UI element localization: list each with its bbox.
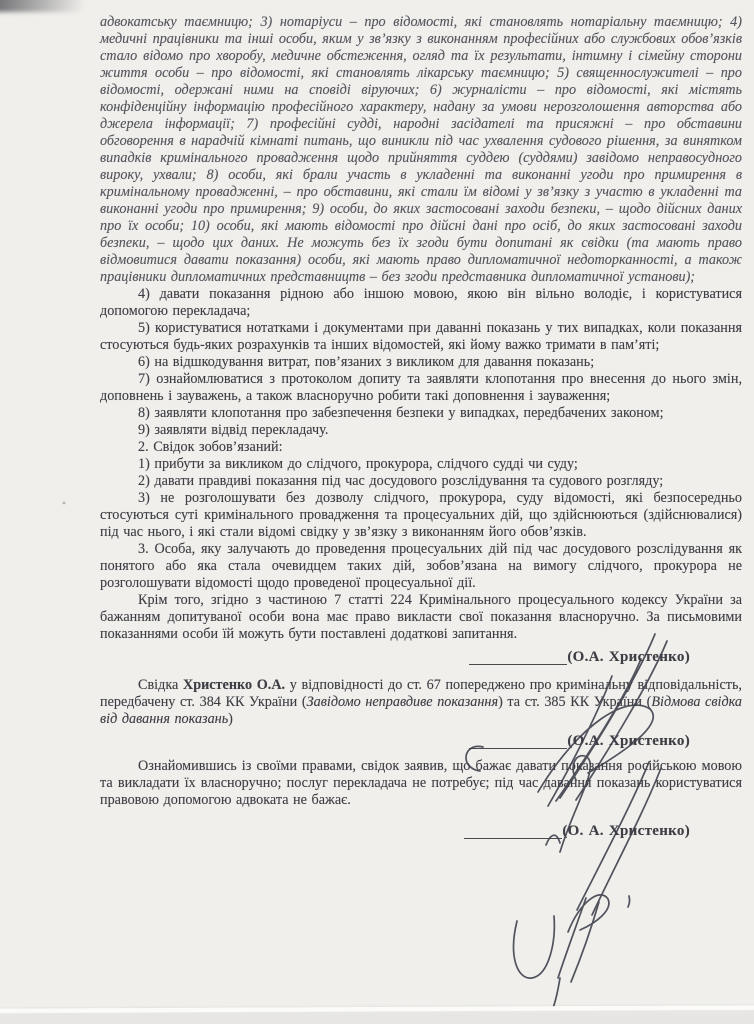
signature-name-label: (О.А. Христенко) — [567, 733, 690, 749]
document-body — [100, 14, 742, 840]
text-run: у відповідності до ст. 67 попереджено про кримінальну відповідальність, передбачену ст. 384 КК України ( — [100, 677, 742, 710]
text-run: Відмова свідка від давання показань — [100, 694, 743, 727]
paragraph: 6) на відшкодування витрат, пов’язаних з викликом для давання показань; — [138, 354, 595, 370]
signature-stroke — [514, 916, 555, 978]
signature-row-3 — [100, 820, 690, 840]
paragraph: 3) не розголошувати без дозволу слідчого, прокурора, суду відомості, які безпосередньо стосуються суті кримінального провадження та процесуальних дій, що здійснюються (здійснювалися) під час нього, і які стали відомі свідку у зв’язку з виконанням його обов’язків. — [100, 490, 742, 540]
signature-line — [464, 837, 562, 839]
signature-name-label: (О. А. Христенко) — [562, 823, 690, 839]
paragraph: 3. Особа, яку залучають до проведення процесуальних дій під час досудового розслідування як понятого або яка стала очевидцем таких дій, зобов’язана на вимогу слідчого, прокурора не розголошувати відомості щодо проведеної процесуальної дії. — [100, 541, 742, 591]
scan-corner-shadow — [0, 0, 120, 12]
text-run: ) — [228, 711, 233, 727]
paragraph: 8) заявляти клопотання про забезпечення безпеки у випадках, передбачених законом; — [138, 405, 664, 421]
witness-warning-paragraph — [100, 677, 742, 728]
signature-stroke — [568, 895, 609, 932]
text-run: ) та ст. 385 КК України ( — [498, 694, 652, 710]
paragraph: 2. Свідок зобов’язаний: — [138, 439, 283, 455]
scan-speck — [63, 502, 66, 505]
signature-row-1 — [100, 646, 690, 666]
paragraph-list — [100, 286, 742, 643]
signature-stroke — [558, 898, 586, 978]
signature-line — [469, 747, 567, 749]
signature-stroke — [553, 978, 560, 1008]
scan-page-edge — [0, 1005, 754, 1024]
signature-stroke — [571, 902, 599, 982]
paragraph: 1) прибути за викликом до слідчого, прокурора, слідчого судді чи суду; — [138, 456, 578, 472]
paragraph: 4) давати показання рідною або іншою мовою, якою він вільно володіє, і користуватися допомогою перекладача; — [100, 286, 742, 319]
paragraph: 5) користуватися нотатками і документами при даванні показань у тих випадках, коли показання стосуються будь-яких розрахунків та інших відомостей, які йому важко тримати в пам’яті; — [100, 320, 742, 353]
paragraph: 9) заявляти відвід перекладачу. — [138, 422, 329, 438]
signature-row-2 — [100, 730, 690, 750]
signature-name-label: (О.А. Христенко) — [567, 649, 690, 665]
paragraph: 7) ознайомлюватися з протоколом допиту та заявляти клопотання про внесення до нього змін, доповнень і зауважень, а також власноручно робити такі доповнення і зауваження; — [100, 371, 742, 404]
signature-line — [469, 663, 567, 665]
text-run: Завідомо неправдиве показання — [306, 694, 499, 710]
text-run: Христенко О.А. — [182, 677, 286, 693]
signature-stroke — [628, 896, 630, 907]
paragraph: 2) давати правдиві показання під час досудового розслідування та судового розгляду; — [138, 473, 664, 489]
witness-statement-paragraph: Ознайомившись із своїми правами, свідок заявив, що бажає давати показання російською мовою та викладати їх власноручно; послуг перекладача не потребує; під час давання показань користуватися правовою допомогою адвоката не бажає. — [100, 758, 742, 808]
text-run: Свідка — [138, 677, 183, 693]
paragraph: Крім того, згідно з частиною 7 статті 224 Кримінального процесуального кодексу України за бажанням допитуваної особи вона має право викласти свої показання власноручно. За письмовими показаннями особи їй можуть бути поставлені додаткові запитання. — [100, 592, 742, 642]
lead-italic-paragraph: адвокатську таємницю; 3) нотаріуси – про відомості, які становлять нотаріальну таємницю; 4) медичні працівники та інші особи, яким у зв’язку з виконанням професійних або службових обов’язків стало відомо про хворобу, медичне обстеження, огляд та їх результати, інтимну і сімейну сторони життя особи – про відомості, які становлять лікарську таємницю; 5) священнослужителі – про відомості, одержані ними на сповіді віруючих; 6) журналісти – про відомості, які містять конфіденційну інформацію професійного характеру, надану за умови нерозголошення авторства або джерела інформації; 7) професійні судді, народні засідателі та присяжні – про обставини обговорення в нарадчій кімнаті питань, що виникли під час ухвалення судового рішення, за винятком випадків кримінального провадження щодо прийняття суддею (суддями) завідомо неправосудного вироку, ухвали; 8) особи, які брали участь в укладенні та виконанні угоди про примирення в кримінальному провадженні, – про обставини, які стали їм відомі у зв’язку з участю в укладенні та виконанні угоди про примирення; 9) особи, до яких застосовані заходи безпеки, – щодо дійсних даних про їх особи; 10) особи, які мають відомості про дійсні дані про осіб, до яких застосовані заходи безпеки, – щодо цих даних. Не можуть без їх згоди бути допитані як свідки (та мають право відмовитися давати показання) особи, які мають право дипломатичної недоторканності, а також працівники дипломатичних представництв – без згоди представника дипломатичної установи); — [100, 14, 742, 285]
